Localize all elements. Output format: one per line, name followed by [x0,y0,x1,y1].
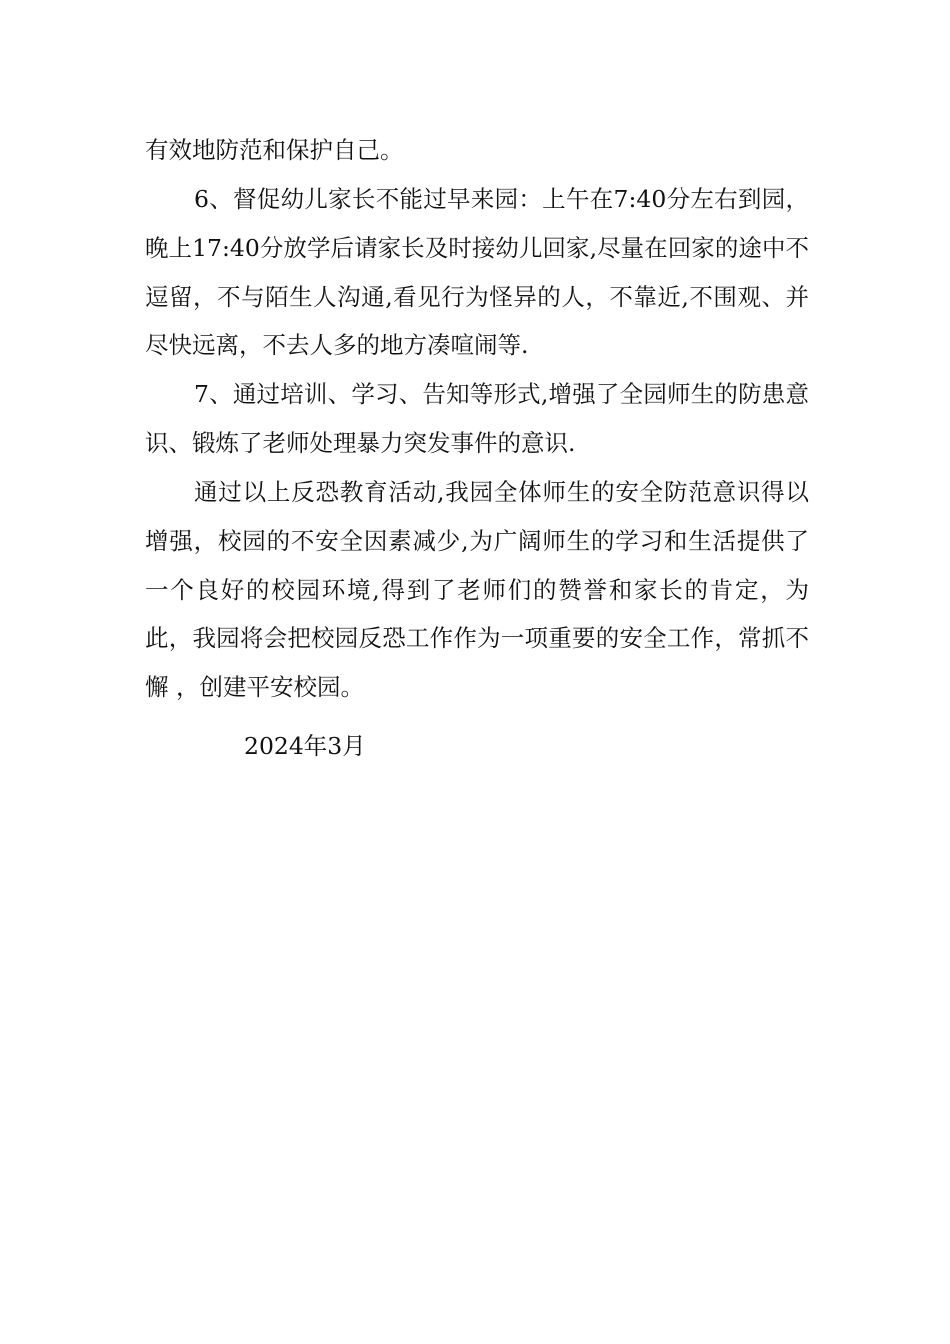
document-date: 2024年3月 [244,732,366,760]
paragraph-item-6: 6、督促幼儿家长不能过早来园：上午在7:40分左右到园，晚上17:40分放学后请家长及时接幼儿回家,尽量在回家的途中不逗留，不与陌生人沟通,看见行为怪异的人，不靠近,不围观、并尽快远离，不去人多的地方凑喧闹等. [145,185,809,360]
paragraph-summary: 通过以上反恐教育活动,我园全体师生的安全防范意识得以增强，校园的不安全因素减少,为广阔师生的学习和生活提供了一个良好的校园环境,得到了老师们的赞誉和家长的肯定，为此，我园将会把校园反恐工作作为一项重要的安全工作，常抓不懈 ，创建平安校园。 [145,478,809,702]
paragraph-continuation: 有效地防范和保护自己。 [145,136,404,164]
paragraph-item-7: 7、通过培训、学习、告知等形式,增强了全园师生的防患意识、锻炼了老师处理暴力突发事件的意识. [145,380,809,457]
